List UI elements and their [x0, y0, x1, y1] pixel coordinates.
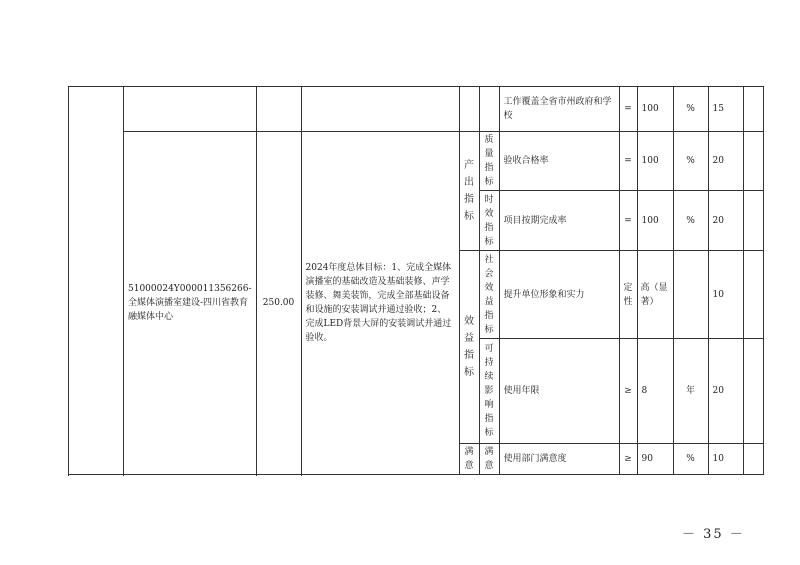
operator-cell: =	[619, 191, 637, 251]
metric-cell: 验收合格率	[499, 132, 619, 191]
group-output-label: 产 出 指 标	[459, 132, 479, 251]
metric-cell: 提升单位形象和实力	[499, 251, 619, 339]
blank-cell	[459, 87, 479, 132]
sub-indicator-label: 社 会 效 益 指 标	[479, 251, 499, 339]
score-cell: 20	[708, 132, 743, 191]
value-cell: 90	[637, 444, 673, 475]
blank-cell	[301, 87, 459, 132]
value-cell: 高（显著）	[637, 251, 673, 339]
value-cell: 100	[637, 191, 673, 251]
project-amount: 250.00	[256, 132, 301, 475]
project-code-name: 51000024Y000011356266-全媒体演播室建设-四川省教育融媒体中心	[124, 132, 257, 475]
score-cell: 20	[708, 191, 743, 251]
blank-cell	[124, 87, 257, 132]
value-cell: 8	[637, 339, 673, 444]
score-cell: 15	[708, 87, 743, 132]
blank-cell	[743, 251, 763, 339]
metric-cell: 使用部门满意度	[499, 444, 619, 475]
value-cell: 100	[637, 87, 673, 132]
blank-first-column	[69, 87, 124, 475]
unit-cell: %	[673, 191, 708, 251]
unit-cell: %	[673, 87, 708, 132]
project-goal: 2024年度总体目标：1、完成全媒体演播室的基础改造及基础装修、声学装修、舞美装饰，完成全部基础设备和设施的安装调试并通过验收；2、完成LED背景大屏的安装调试并通过验收。	[301, 132, 459, 475]
performance-goal-table	[68, 86, 764, 475]
sub-indicator-label: 时 效 指 标	[479, 191, 499, 251]
unit-cell: %	[673, 132, 708, 191]
page-number: － 35 －	[682, 527, 745, 542]
sub-indicator-label: 可 持 续 影 响 指 标	[479, 339, 499, 444]
blank-cell	[479, 87, 499, 132]
operator-cell: =	[619, 132, 637, 191]
table-row	[69, 87, 764, 132]
blank-cell	[743, 339, 763, 444]
operator-cell: ≥	[619, 444, 637, 475]
table-row	[69, 132, 764, 191]
unit-cell: %	[673, 444, 708, 475]
blank-cell	[743, 87, 763, 132]
score-cell: 20	[708, 339, 743, 444]
blank-cell	[743, 191, 763, 251]
unit-cell: 年	[673, 339, 708, 444]
unit-cell	[673, 251, 708, 339]
metric-cell: 工作覆盖全省市州政府和学校	[499, 87, 619, 132]
operator-cell: =	[619, 87, 637, 132]
sub-indicator-label: 质 量 指 标	[479, 132, 499, 191]
blank-cell	[256, 87, 301, 132]
score-cell: 10	[708, 251, 743, 339]
operator-cell: ≥	[619, 339, 637, 444]
group-benefit-label: 效 益 指 标	[459, 251, 479, 444]
score-cell: 10	[708, 444, 743, 475]
blank-cell	[743, 444, 763, 475]
value-cell: 100	[637, 132, 673, 191]
blank-cell	[743, 132, 763, 191]
metric-cell: 项目按期完成率	[499, 191, 619, 251]
sub-indicator-label: 满 意	[479, 444, 499, 475]
metric-cell: 使用年限	[499, 339, 619, 444]
group-satisfaction-label: 满 意	[459, 444, 479, 475]
operator-cell: 定 性	[619, 251, 637, 339]
